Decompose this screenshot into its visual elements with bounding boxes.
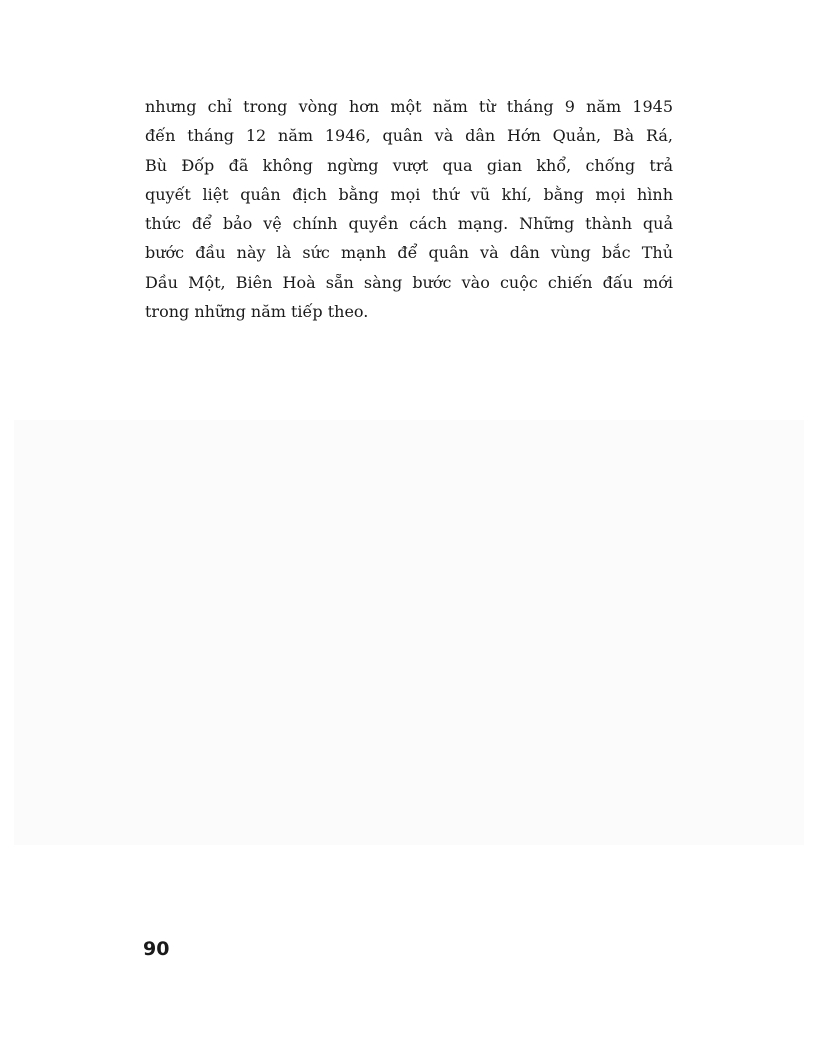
scan-shading	[14, 420, 804, 845]
paragraph-line: Bù Đốp đã không ngừng vượt qua gian khổ, chống trả	[145, 155, 673, 175]
paragraph-line: quyết liệt quân địch bằng mọi thứ vũ khí, bằng mọi hình	[145, 184, 673, 204]
paragraph-line: nhưng chỉ trong vòng hơn một năm từ tháng 9 năm 1945	[145, 97, 673, 116]
page-number: 90	[143, 938, 170, 960]
paragraph-line: đến tháng 12 năm 1946, quân và dân Hớn Quản, Bà Rá,	[145, 126, 673, 146]
paragraph-line: Dầu Một, Biên Hoà sẵn sàng bước vào cuộc chiến đấu mới	[145, 272, 673, 292]
paragraph-line: thức để bảo vệ chính quyền cách mạng. Những thành quả	[145, 214, 673, 234]
paragraph-line: trong những năm tiếp theo.	[145, 302, 369, 322]
paragraph-line: bước đầu này là sức mạnh để quân và dân vùng bắc Thủ	[145, 243, 673, 263]
body-paragraph	[145, 92, 673, 326]
